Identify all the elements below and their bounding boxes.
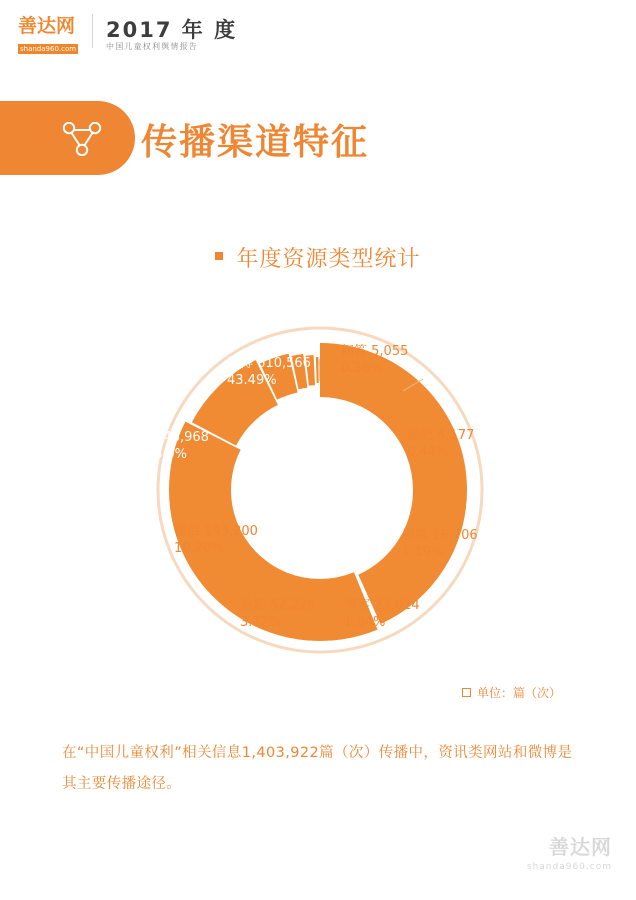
section-title [0,242,636,273]
slice-label-weibo [227,355,311,389]
square-outline-icon [462,688,471,697]
slice-label-wenda-name: 问答 [341,344,368,359]
unit-legend [462,684,561,701]
slice-label-tieba-value: 6,177 [437,428,475,443]
slice-label-weixin-name: 微信 [174,524,201,539]
slice-label-zixun-name: 资讯 [125,430,152,445]
slice-label-luntan-percent: 3.72% [240,615,282,630]
slice-label-boke-percent: 1.64% [344,615,386,630]
slice-label-boke-value: 23,024 [374,598,420,613]
slice-label-zixun-value: 546,968 [155,430,209,445]
slice-label-weixin-value: 143,200 [204,524,258,539]
slice-label-shipin-value: 16,706 [432,528,478,543]
footer-logo [527,831,612,872]
slice-label-weixin [174,523,258,557]
square-bullet-icon [215,252,223,260]
slice-label-luntan [240,597,316,631]
slice-label-luntan-value: 52,226 [270,598,316,613]
resource-type-donut-chart [125,305,485,675]
slice-label-weibo-value: 610,566 [257,356,311,371]
footer-logo-url: shanda960.com [526,862,612,872]
slice-label-weibo-name: 微博 [227,356,254,371]
slice-label-wenda-value: 5,055 [371,344,409,359]
slice-label-weibo-percent: 43.49% [227,373,277,388]
slice-label-tieba-percent: 0.44% [407,445,449,460]
slice-label-wenda [341,343,408,377]
slice-label-tieba [407,427,474,461]
network-node-icon [62,122,102,156]
slice-label-luntan-name: 论坛 [240,598,267,613]
slice-label-shipin [402,527,478,561]
section-title-text: 年度资源类型统计 [236,247,421,272]
slice-label-weixin-percent: 10.20% [174,541,224,556]
page-title: 传播渠道特征 [141,122,370,163]
brand-logo [18,15,80,53]
slice-label-tieba-name: 贴吧 [407,428,434,443]
slice-label-wenda-percent: 0.36% [341,361,383,376]
slice-label-zixun-percent: 38.96.0% [125,447,187,462]
slice-label-boke [344,597,420,631]
footer-logo-text: 善达网 [549,835,612,859]
report-subtitle: 中国儿童权利舆情报告 [106,42,198,51]
slice-label-zixun [125,429,209,463]
page-header [0,0,636,62]
report-year: 2017 年 度 [106,18,238,42]
brand-logo-url: shanda960.com [20,45,77,53]
footnote: 在“中国儿童权利”相关信息1,403,922篇（次）传播中，资讯类网站和微博是其主要传播途径。 [62,745,573,792]
donut-segments [200,370,440,610]
unit-legend-text: 单位：篇（次） [477,686,562,700]
donut-svg [155,305,485,675]
slice-label-boke-name: 博客 [344,598,371,613]
brand-logo-text: 善达网 [18,15,76,37]
header-divider [92,14,93,48]
slice-label-shipin-percent: 1.19% [402,545,444,560]
slice-label-shipin-name: 视频 [402,528,429,543]
